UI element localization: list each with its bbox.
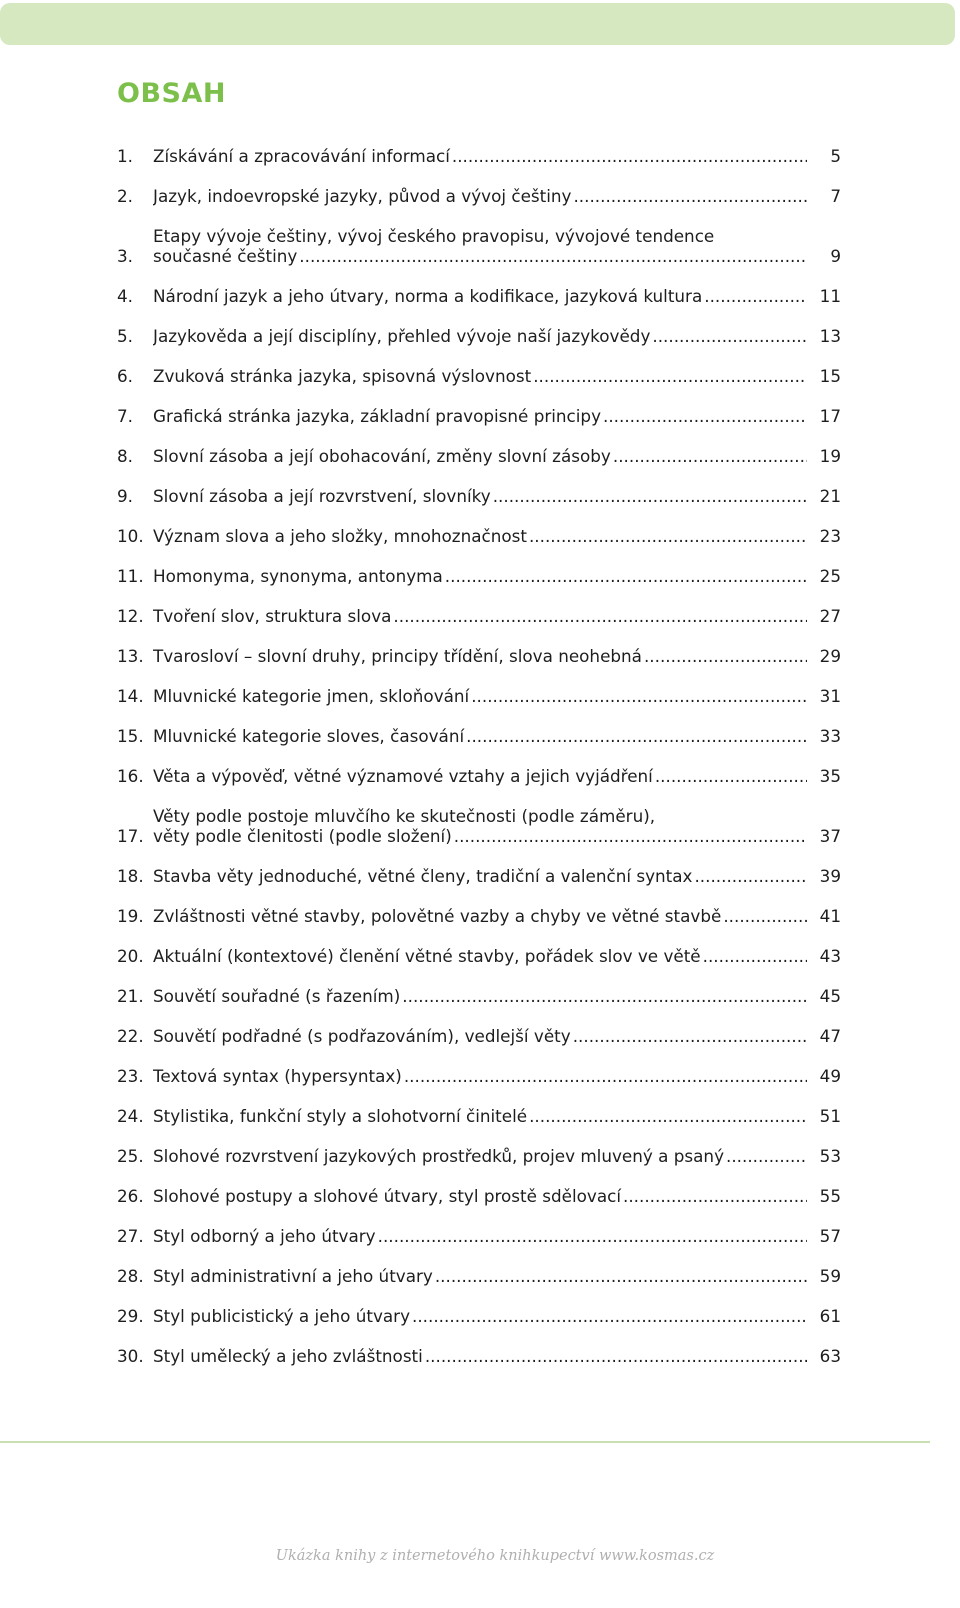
table-of-contents [117, 146, 841, 1386]
dot-leader [297, 246, 807, 266]
toc-entry-page: 23 [819, 526, 841, 546]
toc-entry [117, 366, 841, 386]
dot-leader [692, 866, 807, 886]
dot-leader [402, 1066, 807, 1086]
toc-entry [117, 226, 841, 266]
toc-entry-title: Věta a výpověď, větné významové vztahy a jejich vyjádření [153, 766, 653, 786]
toc-entry-number: 16. [117, 766, 144, 786]
toc-entry-number: 15. [117, 726, 144, 746]
dot-leader [653, 766, 807, 786]
toc-entry-number: 4. [117, 286, 134, 306]
dot-leader [400, 986, 807, 1006]
toc-entry-title: Slovní zásoba a její obohacování, změny slovní zásoby [153, 446, 611, 466]
toc-entry [117, 566, 841, 586]
dot-leader [621, 1186, 807, 1206]
toc-entry [117, 986, 841, 1006]
toc-entry [117, 186, 841, 206]
toc-entry-number: 6. [117, 366, 134, 386]
page-title: OBSAH [117, 78, 226, 109]
toc-entry [117, 326, 841, 346]
toc-entry-page: 25 [819, 566, 841, 586]
toc-entry-number: 23. [117, 1066, 144, 1086]
toc-entry-page: 15 [819, 366, 841, 386]
toc-entry-title: Mluvnické kategorie jmen, skloňování [153, 686, 470, 706]
toc-entry [117, 906, 841, 926]
dot-leader [724, 1146, 807, 1166]
toc-entry-title-continued: současné češtiny [153, 246, 298, 266]
dot-leader [391, 606, 807, 626]
toc-entry-page: 49 [819, 1066, 841, 1086]
dot-leader [443, 566, 807, 586]
toc-entry-title: Styl administrativní a jeho útvary [153, 1266, 433, 1286]
toc-entry [117, 1026, 841, 1046]
toc-entry-number: 17. [117, 826, 144, 846]
dot-leader [702, 286, 807, 306]
toc-entry-title: Význam slova a jeho složky, mnohoznačnost [153, 526, 527, 546]
toc-entry-page: 45 [819, 986, 841, 1006]
toc-entry [117, 406, 841, 426]
dot-leader [531, 366, 807, 386]
toc-entry-title: Zvuková stránka jazyka, spisovná výslovnost [153, 366, 532, 386]
toc-entry-title: Národní jazyk a jeho útvary, norma a kodifikace, jazyková kultura [153, 286, 703, 306]
toc-entry-number: 7. [117, 406, 134, 426]
toc-entry-number: 2. [117, 186, 134, 206]
toc-entry [117, 726, 841, 746]
toc-entry-page: 27 [819, 606, 841, 626]
dot-leader [410, 1306, 807, 1326]
toc-entry-title: Slohové rozvrstvení jazykových prostředků, projev mluvený a psaný [153, 1146, 725, 1166]
toc-entry-page: 35 [819, 766, 841, 786]
toc-entry [117, 1066, 841, 1086]
toc-entry-number: 13. [117, 646, 144, 666]
toc-entry-number: 9. [117, 486, 134, 506]
toc-entry-title: Souvětí podřadné (s podřazováním), vedlejší věty [153, 1026, 571, 1046]
dot-leader [571, 1026, 807, 1046]
toc-entry-page: 55 [819, 1186, 841, 1206]
top-decorative-band [0, 3, 955, 45]
dot-leader [450, 146, 807, 166]
dot-leader [423, 1346, 807, 1366]
toc-entry [117, 526, 841, 546]
toc-entry-number: 22. [117, 1026, 144, 1046]
toc-entry [117, 686, 841, 706]
toc-entry-page: 63 [819, 1346, 841, 1366]
toc-entry [117, 606, 841, 626]
toc-entry-page: 19 [819, 446, 841, 466]
toc-entry-number: 26. [117, 1186, 144, 1206]
toc-entry [117, 1306, 841, 1326]
toc-entry-number: 18. [117, 866, 144, 886]
toc-entry-page: 21 [819, 486, 841, 506]
toc-entry-page: 43 [819, 946, 841, 966]
toc-entry-page: 53 [819, 1146, 841, 1166]
dot-leader [527, 1106, 807, 1126]
toc-entry-page: 31 [819, 686, 841, 706]
toc-entry-title: Styl odborný a jeho útvary [153, 1226, 376, 1246]
toc-entry [117, 1186, 841, 1206]
footer-watermark: Ukázka knihy z internetového knihkupectví www.kosmas.cz [275, 1548, 715, 1564]
toc-entry-number: 12. [117, 606, 144, 626]
toc-entry [117, 1146, 841, 1166]
dot-leader [571, 186, 807, 206]
toc-entry-title-continued: věty podle členitosti (podle složení) [153, 826, 452, 846]
toc-entry-page: 5 [830, 146, 841, 166]
toc-entry-page: 7 [830, 186, 841, 206]
toc-entry-page: 33 [819, 726, 841, 746]
toc-entry-title: Věty podle postoje mluvčího ke skutečnosti (podle záměru), [153, 806, 656, 826]
toc-entry-title: Aktuální (kontextové) členění větné stavby, pořádek slov ve větě [153, 946, 701, 966]
dot-leader [452, 826, 807, 846]
toc-entry-page: 57 [819, 1226, 841, 1246]
toc-entry-title: Souvětí souřadné (s řazením) [153, 986, 401, 1006]
toc-entry-title: Mluvnické kategorie sloves, časování [153, 726, 465, 746]
toc-entry-title: Homonyma, synonyma, antonyma [153, 566, 443, 586]
toc-entry-number: 28. [117, 1266, 144, 1286]
toc-entry-page: 61 [819, 1306, 841, 1326]
toc-entry-number: 1. [117, 146, 134, 166]
dot-leader [642, 646, 807, 666]
toc-entry [117, 1346, 841, 1366]
toc-entry-page: 41 [819, 906, 841, 926]
toc-entry [117, 486, 841, 506]
toc-entry-number: 10. [117, 526, 144, 546]
toc-entry-title: Získávání a zpracovávání informací [153, 146, 450, 166]
dot-leader [611, 446, 807, 466]
dot-leader [701, 946, 807, 966]
toc-entry-title: Slohové postupy a slohové útvary, styl prostě sdělovací [153, 1186, 622, 1206]
toc-entry [117, 1106, 841, 1126]
dot-leader [433, 1266, 807, 1286]
toc-entry [117, 866, 841, 886]
toc-entry-page: 9 [830, 246, 841, 266]
toc-entry [117, 1226, 841, 1246]
toc-entry-title: Slovní zásoba a její rozvrstvení, slovníky [153, 486, 491, 506]
toc-entry-page: 11 [819, 286, 841, 306]
toc-entry [117, 286, 841, 306]
toc-entry-title: Tvarosloví – slovní druhy, principy třídění, slova neohebná [153, 646, 642, 666]
toc-entry-number: 29. [117, 1306, 144, 1326]
toc-entry-number: 8. [117, 446, 134, 466]
toc-entry-number: 5. [117, 326, 134, 346]
toc-entry-title: Jazyk, indoevropské jazyky, původ a vývoj češtiny [153, 186, 572, 206]
toc-entry [117, 1266, 841, 1286]
toc-entry-title: Textová syntax (hypersyntax) [153, 1066, 402, 1086]
dot-leader [491, 486, 807, 506]
toc-entry-title: Tvoření slov, struktura slova [153, 606, 392, 626]
toc-entry [117, 766, 841, 786]
toc-entry-title: Stylistika, funkční styly a slohotvorní činitelé [153, 1106, 528, 1126]
toc-entry-page: 51 [819, 1106, 841, 1126]
dot-leader [721, 906, 807, 926]
bottom-divider [0, 1441, 930, 1443]
toc-entry-page: 59 [819, 1266, 841, 1286]
toc-entry-number: 3. [117, 246, 134, 266]
toc-entry-number: 25. [117, 1146, 144, 1166]
dot-leader [527, 526, 807, 546]
toc-entry-title: Stavba věty jednoduché, větné členy, tradiční a valenční syntax [153, 866, 693, 886]
toc-entry-page: 17 [819, 406, 841, 426]
toc-entry-number: 27. [117, 1226, 144, 1246]
toc-entry-page: 39 [819, 866, 841, 886]
toc-entry-title: Grafická stránka jazyka, základní pravopisné principy [153, 406, 602, 426]
toc-entry [117, 446, 841, 466]
toc-entry [117, 806, 841, 846]
toc-entry-title: Styl publicistický a jeho útvary [153, 1306, 411, 1326]
toc-entry [117, 646, 841, 666]
toc-entry-number: 14. [117, 686, 144, 706]
toc-entry-number: 19. [117, 906, 144, 926]
toc-entry-title: Zvláštnosti větné stavby, polovětné vazby a chyby ve větné stavbě [153, 906, 722, 926]
toc-entry-page: 47 [819, 1026, 841, 1046]
dot-leader [464, 726, 807, 746]
toc-entry-title: Jazykověda a její disciplíny, přehled vývoje naší jazykovědy [153, 326, 651, 346]
toc-entry [117, 946, 841, 966]
toc-entry-number: 24. [117, 1106, 144, 1126]
toc-entry-page: 13 [819, 326, 841, 346]
dot-leader [376, 1226, 807, 1246]
toc-entry-number: 30. [117, 1346, 144, 1366]
toc-entry-number: 11. [117, 566, 144, 586]
toc-entry-title: Styl umělecký a jeho zvláštnosti [153, 1346, 423, 1366]
dot-leader [601, 406, 807, 426]
toc-entry-page: 29 [819, 646, 841, 666]
dot-leader [469, 686, 807, 706]
toc-entry-page: 37 [819, 826, 841, 846]
dot-leader [650, 326, 807, 346]
toc-entry [117, 146, 841, 166]
toc-entry-number: 21. [117, 986, 144, 1006]
toc-entry-title: Etapy vývoje češtiny, vývoj českého pravopisu, vývojové tendence [153, 226, 715, 246]
toc-entry-number: 20. [117, 946, 144, 966]
